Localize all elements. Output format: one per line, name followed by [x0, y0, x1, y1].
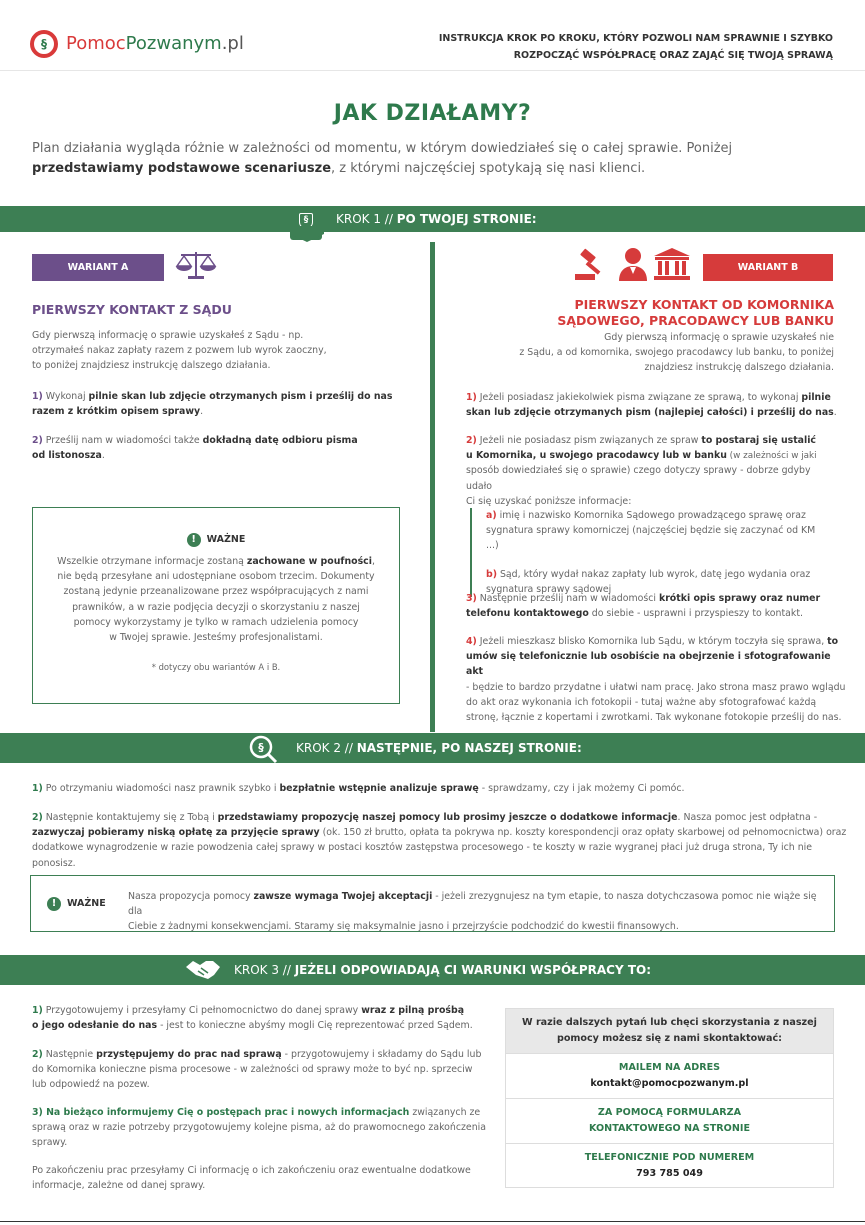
- wariant-b-description: Gdy pierwszą informację o sprawie uzyskałeś nie z Sądu, a od komornika, swojego pracodawcy lub banku, to poniżej znajdziesz instrukcję dalszego działania.: [519, 332, 834, 374]
- header-tagline: INSTRUKCJA KROK PO KROKU, KTÓRY POZWOLI NAM SPRAWNIE I SZYBKO ROZPOCZĄĆ WSPÓŁPRACĘ ORAZ ZAJĄĆ SIĘ TWOJĄ SPRAWĄ: [438, 33, 833, 61]
- wariant-b-subitems: [470, 508, 820, 597]
- logo-text: PomocPozwanym.pl: [66, 33, 244, 54]
- contact-email[interactable]: MAILEM NA ADRES kontakt@pomocpozwanym.pl: [506, 1053, 833, 1098]
- contact-box: [505, 1008, 834, 1188]
- scales-icon: [175, 248, 217, 282]
- krok2-step-2: 2) Następnie kontaktujemy się z Tobą i przedstawiamy propozycję naszej pomocy lub prosimy jeszcze o dodatkowe informacje. Nasza pomoc jest odpłatna - zazwyczaj pobieramy niską opłatę za przyjęcie sprawy (ok. 150 zł brutto, opłata ta pokrywa np. koszty korespondencji oraz opłaty skarbowej od pełnomocnictwa) oraz dodatkowe wynagrodzenie w razie powodzenia całej sprawy w postaci kosztów zastępstwa procesowego - te koszty w razie wygranej płaci już druga strona, Ty ich nie ponosisz.: [32, 812, 847, 869]
- important-label: ! WAŻNE: [47, 897, 106, 912]
- column-divider: [430, 242, 435, 732]
- wariant-a-heading: PIERWSZY KONTAKT Z SĄDU: [32, 302, 232, 317]
- krok2-band: [0, 733, 865, 763]
- krok3-step-3: 3) Na bieżąco informujemy Cię o postępach prac i nowych informacjach związanych ze sprawą oraz w razie potrzeby przygotowujemy kolejne pisma, aż do prawomocnego zakończenia sprawy.: [32, 1107, 486, 1149]
- krok3-band: [0, 955, 865, 985]
- paragraph-shield-icon: §: [290, 206, 322, 240]
- contact-phone[interactable]: TELEFONICZNIE POD NUMEREM 793 785 049: [506, 1143, 833, 1188]
- wariant-b-step-2: 2) Jeżeli nie posiadasz pism związanych ze spraw to postaraj się ustalić u Komornika, u swojego pracodawcy lub w banku (w zależności w jaki sposób dowiedziałeś się o sprawie) czego dotyczy sprawy - dobrze gdyby udało Ci się uzyskać poniższe informacje:: [466, 435, 817, 507]
- tab-arrow: [290, 226, 324, 242]
- subitem-a: a) imię i nazwisko Komornika Sądowego prowadzącego sprawę oraz sygnatura sprawy komorniczej (najczęściej będzie się zaczynać od KM ...): [486, 510, 816, 552]
- wariant-a-badge: WARIANT A: [32, 254, 164, 281]
- contact-heading: W razie dalszych pytań lub chęci skorzystania z naszej pomocy możesz się z nami skontaktować:: [506, 1009, 833, 1053]
- contact-form[interactable]: ZA POMOCĄ FORMULARZA KONTAKTOWEGO NA STRONIE: [506, 1098, 833, 1143]
- email-link[interactable]: kontakt@pomocpozwanym.pl: [590, 1078, 749, 1090]
- wariant-a-description: Gdy pierwszą informację o sprawie uzyskałeś z Sądu - np. otrzymałeś nakaz zapłaty razem z pozwem lub wyrok zaoczny, to poniżej znajdziesz instrukcję dalszego działania.: [32, 330, 327, 372]
- acceptance-text: Nasza propozycja pomocy zawsze wymaga Twojej akceptacji - jeżeli zrezygnujesz na tym etapie, to nasza dotychczasowa pomoc nie wiąże się dla Ciebie z żadnymi konsekwencjami. Staramy się maksymalnie jasno i przejrzyście podchodzić do kwestii finansowych.: [128, 891, 817, 933]
- wariant-b-step-4: 4) Jeżeli mieszkasz blisko Komornika lub Sądu, w którym toczyła się sprawa, to umów się telefonicznie lub osobiście na obejrzenie i sfotografowanie akt - będzie to bardzo przydatne i ułatwi nam pracę. Jako strona masz prawo wglądu do akt oraz wykonania ich fotokopii - tutaj ważne aby sfotografować każdą stronę, łącznie z kopertami i zwrotkami. Tak wykonane fotokopie prześlij do nas.: [466, 636, 846, 724]
- krok2-step-1: 1) Po otrzymaniu wiadomości nasz prawnik szybko i bezpłatnie wstępnie analizuje sprawę - sprawdzamy, czy i jak możemy Ci pomóc.: [32, 783, 685, 794]
- subitem-b: b) Sąd, który wydał nakaz zapłaty lub wyrok, datę jego wydania oraz sygnatura sprawy sądowej: [486, 568, 811, 595]
- krok1-title: KROK 1 // PO TWOJEJ STRONIE:: [336, 212, 537, 226]
- krok1-band: [0, 206, 865, 232]
- logo[interactable]: [30, 30, 244, 58]
- gavel-icon: [573, 246, 613, 282]
- person-icon: [618, 246, 648, 282]
- krok2-title: KROK 2 // NASTĘPNIE, PO NASZEJ STRONIE:: [296, 741, 582, 755]
- search-paragraph-icon: [248, 734, 278, 764]
- important-label: ! WAŻNE: [187, 533, 246, 548]
- footnote: * dotyczy obu wariantów A i B.: [151, 662, 281, 673]
- confidentiality-box: [32, 507, 400, 704]
- bank-icon: [653, 246, 691, 282]
- wariant-b-step-1: 1) Jeżeli posiadasz jakiekolwiek pisma związane ze sprawą, to wykonaj pilnie skan lub zdjęcie otrzymanych pism (najlepiej całości) i prześlij do nas.: [466, 392, 837, 419]
- wariant-b-heading: PIERWSZY KONTAKT OD KOMORNIKA SĄDOWEGO, PRACODAWCY LUB BANKU: [557, 297, 834, 329]
- krok3-summary: Po zakończeniu prac przesyłamy Ci informację o ich zakończeniu oraz ewentualne dodatkowe informacje, zależne od danej sprawy.: [32, 1165, 471, 1192]
- krok3-step-1: 1) Przygotowujemy i przesyłamy Ci pełnomocnictwo do danej sprawy wraz z pilną prośbą o jego odesłanie do nas - jest to konieczne abyśmy mogli Cię reprezentować przed Sądem.: [32, 1005, 473, 1032]
- krok3-title: KROK 3 // JEŻELI ODPOWIADAJĄ CI WARUNKI WSPÓŁPRACY TO:: [234, 963, 652, 977]
- wariant-a-step-1: 1) Wykonaj pilnie skan lub zdjęcie otrzymanych pism i prześlij do nas razem z krótkim opisem sprawy.: [32, 391, 393, 418]
- footer-divider: [0, 1221, 865, 1222]
- intro-text: Plan działania wygląda różnie w zależności od momentu, w którym dowiedziałeś się o całej sprawie. Poniżej przedstawiamy podstawowe scenariusze, z którymi najczęściej spotykają się nasi klienci.: [32, 141, 733, 177]
- lifebuoy-icon: §: [30, 30, 58, 58]
- page-title: JAK DZIAŁAMY?: [333, 101, 532, 126]
- acceptance-box: [30, 875, 835, 932]
- wariant-a-step-2: 2) Prześlij nam w wiadomości także dokładną datę odbioru pisma od listonosza.: [32, 435, 358, 462]
- header-divider: [0, 70, 865, 71]
- exclamation-icon: !: [47, 897, 61, 911]
- svg-text:§: §: [258, 741, 264, 754]
- wariant-b-step-3: 3) Następnie prześlij nam w wiadomości krótki opis sprawy oraz numer telefonu kontaktowego do siebie - usprawni i przyspieszy to kontakt.: [466, 593, 821, 620]
- confidentiality-text: Wszelkie otrzymane informacje zostaną zachowane w poufności, nie będą przesyłane ani udostępniane osobom trzecim. Dokumenty zostaną jedynie przeanalizowane przez współpracujących z nami prawników, a w razie podjęcia decyzji o skorzystaniu z naszej pomocy wykorzystamy je tylko w ramach udzielenia pomocy w Twojej sprawie. Jesteśmy profesjonalistami.: [57, 555, 375, 644]
- phone-number[interactable]: 793 785 049: [636, 1168, 703, 1180]
- krok3-step-2: 2) Następnie przystępujemy do prac nad sprawą - przygotowujemy i składamy do Sądu lub do Komornika konieczne pisma procesowe - w zależności od sprawy może to być np. sprzeciw lub odpowiedź na pozew.: [32, 1049, 482, 1091]
- wariant-b-badge: WARIANT B: [703, 254, 833, 281]
- exclamation-icon: !: [187, 533, 201, 547]
- handshake-icon: [184, 955, 222, 985]
